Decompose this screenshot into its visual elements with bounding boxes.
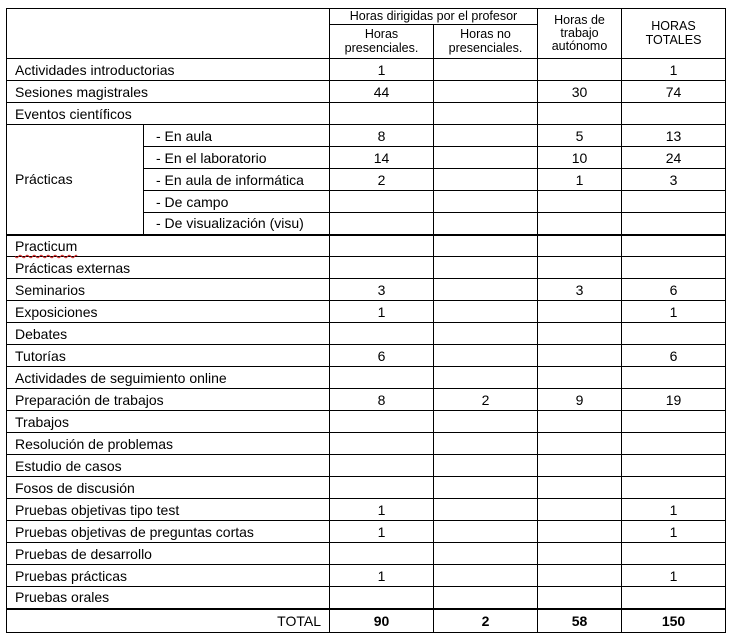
- cell-no-presenciales: [434, 367, 538, 389]
- cell-total: 6: [622, 345, 726, 367]
- cell-no-presenciales: [434, 543, 538, 565]
- cell-autonomo: [538, 345, 622, 367]
- cell-presenciales: 3: [330, 279, 434, 301]
- cell-total: [622, 257, 726, 279]
- cell-total: [622, 433, 726, 455]
- cell-total: 19: [622, 389, 726, 411]
- cell-autonomo: [538, 367, 622, 389]
- cell-presenciales: [330, 455, 434, 477]
- row-label: Sesiones magistrales: [7, 81, 330, 103]
- cell-total: [622, 191, 726, 213]
- cell-no-presenciales: [434, 455, 538, 477]
- table-row: [7, 345, 726, 367]
- cell-total: 74: [622, 81, 726, 103]
- row-label: Fosos de discusión: [7, 477, 330, 499]
- table-row: [7, 279, 726, 301]
- cell-no-presenciales: [434, 103, 538, 125]
- total-no-presenciales: 2: [434, 609, 538, 633]
- cell-total: 13: [622, 125, 726, 147]
- cell-no-presenciales: [434, 147, 538, 169]
- cell-presenciales: [330, 411, 434, 433]
- cell-autonomo: [538, 565, 622, 587]
- cell-no-presenciales: [434, 499, 538, 521]
- row-label: Seminarios: [7, 279, 330, 301]
- cell-presenciales: 8: [330, 125, 434, 147]
- table-row: [7, 301, 726, 323]
- cell-total: [622, 543, 726, 565]
- cell-total: [622, 323, 726, 345]
- practicum-text: Practicum: [15, 237, 78, 254]
- table-row: [7, 367, 726, 389]
- row-label: Actividades de seguimiento online: [7, 367, 330, 389]
- cell-presenciales: [330, 433, 434, 455]
- table-row: [7, 125, 726, 147]
- cell-presenciales: [330, 103, 434, 125]
- cell-autonomo: [538, 103, 622, 125]
- row-label: [7, 235, 330, 257]
- table-row: [7, 257, 726, 279]
- cell-presenciales: 1: [330, 301, 434, 323]
- cell-presenciales: 14: [330, 147, 434, 169]
- cell-total: 3: [622, 169, 726, 191]
- cell-autonomo: [538, 587, 622, 609]
- row-label: Debates: [7, 323, 330, 345]
- cell-autonomo: 1: [538, 169, 622, 191]
- cell-autonomo: [538, 213, 622, 235]
- cell-no-presenciales: [434, 565, 538, 587]
- cell-total: [622, 367, 726, 389]
- cell-autonomo: [538, 455, 622, 477]
- cell-presenciales: 1: [330, 59, 434, 81]
- cell-presenciales: 1: [330, 499, 434, 521]
- row-label: Estudio de casos: [7, 455, 330, 477]
- sub-row-label: - En aula de informática: [144, 169, 330, 191]
- cell-no-presenciales: [434, 345, 538, 367]
- cell-presenciales: 44: [330, 81, 434, 103]
- total-autonomo: 58: [538, 609, 622, 633]
- table-row: [7, 323, 726, 345]
- sub-row-label: - De campo: [144, 191, 330, 213]
- table-row: [7, 455, 726, 477]
- cell-no-presenciales: [434, 125, 538, 147]
- practicas-label: Prácticas: [7, 125, 144, 235]
- cell-presenciales: [330, 213, 434, 235]
- cell-total: [622, 477, 726, 499]
- cell-autonomo: 9: [538, 389, 622, 411]
- table-row: [7, 477, 726, 499]
- cell-autonomo: [538, 499, 622, 521]
- row-label: Preparación de trabajos: [7, 389, 330, 411]
- header-presenciales: Horas presenciales.: [330, 25, 434, 59]
- cell-total: [622, 235, 726, 257]
- cell-total: 1: [622, 565, 726, 587]
- cell-autonomo: 3: [538, 279, 622, 301]
- cell-autonomo: 30: [538, 81, 622, 103]
- cell-no-presenciales: [434, 477, 538, 499]
- cell-no-presenciales: [434, 411, 538, 433]
- cell-presenciales: 1: [330, 565, 434, 587]
- cell-total: 1: [622, 499, 726, 521]
- header-no-presenciales: Horas no presenciales.: [434, 25, 538, 59]
- cell-total: 6: [622, 279, 726, 301]
- cell-no-presenciales: [434, 279, 538, 301]
- cell-no-presenciales: [434, 81, 538, 103]
- cell-no-presenciales: [434, 59, 538, 81]
- table-row: [7, 103, 726, 125]
- cell-total: [622, 455, 726, 477]
- cell-no-presenciales: [434, 235, 538, 257]
- cell-no-presenciales: [434, 521, 538, 543]
- cell-presenciales: [330, 323, 434, 345]
- table-row: [7, 543, 726, 565]
- row-label: Pruebas prácticas: [7, 565, 330, 587]
- hours-table: [6, 8, 726, 633]
- cell-no-presenciales: 2: [434, 389, 538, 411]
- header-row-1: [7, 9, 726, 25]
- row-label: Resolución de problemas: [7, 433, 330, 455]
- sub-row-label: - De visualización (visu): [144, 213, 330, 235]
- row-label: Exposiciones: [7, 301, 330, 323]
- table-row: [7, 433, 726, 455]
- total-presenciales: 90: [330, 609, 434, 633]
- cell-no-presenciales: [434, 257, 538, 279]
- cell-autonomo: [538, 543, 622, 565]
- cell-total: [622, 411, 726, 433]
- cell-no-presenciales: [434, 191, 538, 213]
- cell-total: 1: [622, 59, 726, 81]
- cell-total: 24: [622, 147, 726, 169]
- cell-total: 1: [622, 521, 726, 543]
- row-label: Pruebas orales: [7, 587, 330, 609]
- table-row: [7, 587, 726, 609]
- cell-autonomo: 10: [538, 147, 622, 169]
- cell-autonomo: [538, 191, 622, 213]
- cell-presenciales: [330, 587, 434, 609]
- row-label: Pruebas objetivas tipo test: [7, 499, 330, 521]
- table-row: [7, 565, 726, 587]
- cell-autonomo: [538, 521, 622, 543]
- sub-row-label: - En el laboratorio: [144, 147, 330, 169]
- row-label: Pruebas de desarrollo: [7, 543, 330, 565]
- table-row: [7, 499, 726, 521]
- cell-presenciales: 6: [330, 345, 434, 367]
- row-label: Actividades introductorias: [7, 59, 330, 81]
- header-autonomo: Horas de trabajo autónomo: [538, 9, 622, 59]
- header-blank-cell: [7, 9, 330, 59]
- sub-row-label: - En aula: [144, 125, 330, 147]
- cell-presenciales: [330, 235, 434, 257]
- cell-presenciales: [330, 367, 434, 389]
- table-row: [7, 521, 726, 543]
- total-label: TOTAL: [7, 609, 330, 633]
- cell-autonomo: [538, 59, 622, 81]
- total-total: 150: [622, 609, 726, 633]
- row-label: Pruebas objetivas de preguntas cortas: [7, 521, 330, 543]
- cell-presenciales: [330, 477, 434, 499]
- header-totales: HORAS TOTALES: [622, 9, 726, 59]
- cell-presenciales: 1: [330, 521, 434, 543]
- cell-presenciales: [330, 191, 434, 213]
- cell-autonomo: [538, 433, 622, 455]
- row-label: Eventos científicos: [7, 103, 330, 125]
- cell-total: [622, 103, 726, 125]
- cell-autonomo: [538, 411, 622, 433]
- header-group-profesor: Horas dirigidas por el profesor: [330, 9, 538, 25]
- row-label: Trabajos: [7, 411, 330, 433]
- total-row: [7, 609, 726, 633]
- cell-total: [622, 213, 726, 235]
- cell-no-presenciales: [434, 433, 538, 455]
- cell-no-presenciales: [434, 213, 538, 235]
- cell-autonomo: [538, 235, 622, 257]
- cell-autonomo: [538, 301, 622, 323]
- cell-no-presenciales: [434, 301, 538, 323]
- cell-presenciales: [330, 257, 434, 279]
- cell-autonomo: [538, 323, 622, 345]
- cell-autonomo: [538, 257, 622, 279]
- cell-no-presenciales: [434, 169, 538, 191]
- table-row: [7, 81, 726, 103]
- cell-no-presenciales: [434, 587, 538, 609]
- table-row: [7, 411, 726, 433]
- cell-presenciales: 2: [330, 169, 434, 191]
- cell-presenciales: 8: [330, 389, 434, 411]
- row-label: Prácticas externas: [7, 257, 330, 279]
- cell-total: [622, 587, 726, 609]
- row-label: Tutorías: [7, 345, 330, 367]
- cell-total: 1: [622, 301, 726, 323]
- table-row: [7, 389, 726, 411]
- cell-presenciales: [330, 543, 434, 565]
- table-row: [7, 59, 726, 81]
- cell-autonomo: [538, 477, 622, 499]
- table-row: [7, 235, 726, 257]
- cell-no-presenciales: [434, 323, 538, 345]
- cell-autonomo: 5: [538, 125, 622, 147]
